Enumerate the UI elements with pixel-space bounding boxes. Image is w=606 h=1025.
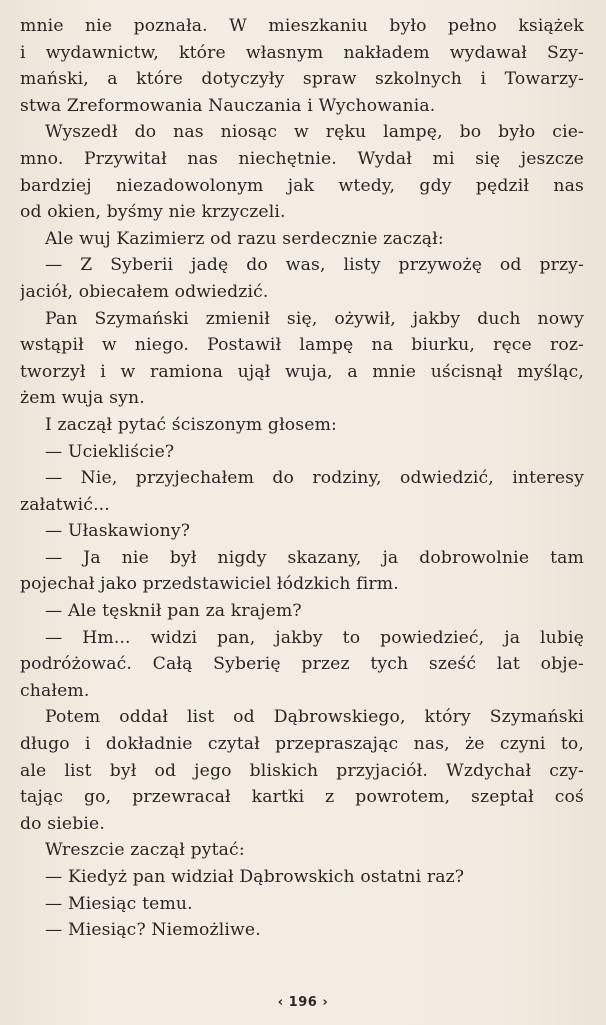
text-line: — Hm... widzi pan, jakby to powiedzieć, ja lubię bbox=[45, 627, 584, 648]
text-line: — Uciekliście? bbox=[45, 441, 175, 462]
text-line: — Nie, przyjechałem do rodziny, odwiedzić, interesy bbox=[45, 468, 584, 489]
text-line: jaciół, obiecałem odwiedzić. bbox=[20, 281, 269, 302]
text-line: stwa Zreformowania Nauczania i Wychowania. bbox=[20, 95, 436, 116]
text-line: tając go, przewracał kartki z powrotem, szeptał coś bbox=[20, 787, 584, 808]
text-line: Pan Szymański zmienił się, ożywił, jakby duch nowy bbox=[45, 308, 584, 329]
body-text bbox=[20, 13, 584, 944]
text-line: załatwić... bbox=[20, 494, 110, 515]
text-line: — Ja nie był nigdy skazany, ja dobrowolnie tam bbox=[45, 547, 584, 568]
text-line: tworzył i w ramiona ujął wuja, a mnie uścisnął myśląc, bbox=[20, 361, 584, 382]
text-line: — Z Syberii jadę do was, listy przywożę od przy- bbox=[45, 255, 584, 276]
text-line: długo i dokładnie czytał przepraszając nas, że czyni to, bbox=[20, 734, 584, 755]
text-line: mno. Przywitał nas niechętnie. Wydał mi się jeszcze bbox=[20, 148, 584, 169]
text-line: — Ale tęsknił pan za krajem? bbox=[45, 601, 302, 622]
text-line: I zaczął pytać ściszonym głosem: bbox=[45, 414, 337, 435]
text-line: Wreszcie zaczął pytać: bbox=[45, 840, 245, 861]
text-line: bardziej niezadowolonym jak wtedy, gdy pędził nas bbox=[20, 175, 584, 196]
text-line: ale list był od jego bliskich przyjaciół. Wzdychał czy- bbox=[20, 760, 584, 781]
text-line: od okien, byśmy nie krzyczeli. bbox=[20, 202, 286, 223]
text-line: Ale wuj Kazimierz od razu serdecznie zaczął: bbox=[45, 228, 444, 249]
text-line: pojechał jako przedstawiciel łódzkich firm. bbox=[20, 574, 399, 595]
text-line: żem wuja syn. bbox=[20, 388, 145, 409]
text-line: — Miesiąc? Niemożliwe. bbox=[45, 920, 261, 941]
text-line: mański, a które dotyczyły spraw szkolnych i Towarzy- bbox=[20, 69, 584, 90]
text-line: mnie nie poznała. W mieszkaniu było pełno książek bbox=[20, 16, 584, 36]
text-line: — Ułaskawiony? bbox=[45, 521, 191, 542]
text-line: do siebie. bbox=[20, 813, 105, 834]
text-line: i wydawnictw, które własnym nakładem wydawał Szy- bbox=[20, 42, 584, 63]
text-line: Potem oddał list od Dąbrowskiego, który Szymański bbox=[45, 707, 584, 728]
text-line: podróżować. Całą Syberię przez tych sześć lat obje- bbox=[20, 654, 584, 675]
page-number: ‹ 196 › bbox=[277, 995, 329, 1010]
text-line: — Miesiąc temu. bbox=[45, 893, 193, 914]
text-line: wstąpił w niego. Postawił lampę na biurku, ręce roz- bbox=[20, 335, 584, 356]
text-line: Wyszedł do nas niosąc w ręku lampę, bo było cie- bbox=[45, 122, 584, 143]
text-line: — Kiedyż pan widział Dąbrowskich ostatni raz? bbox=[45, 867, 465, 887]
text-line: chałem. bbox=[20, 680, 90, 701]
